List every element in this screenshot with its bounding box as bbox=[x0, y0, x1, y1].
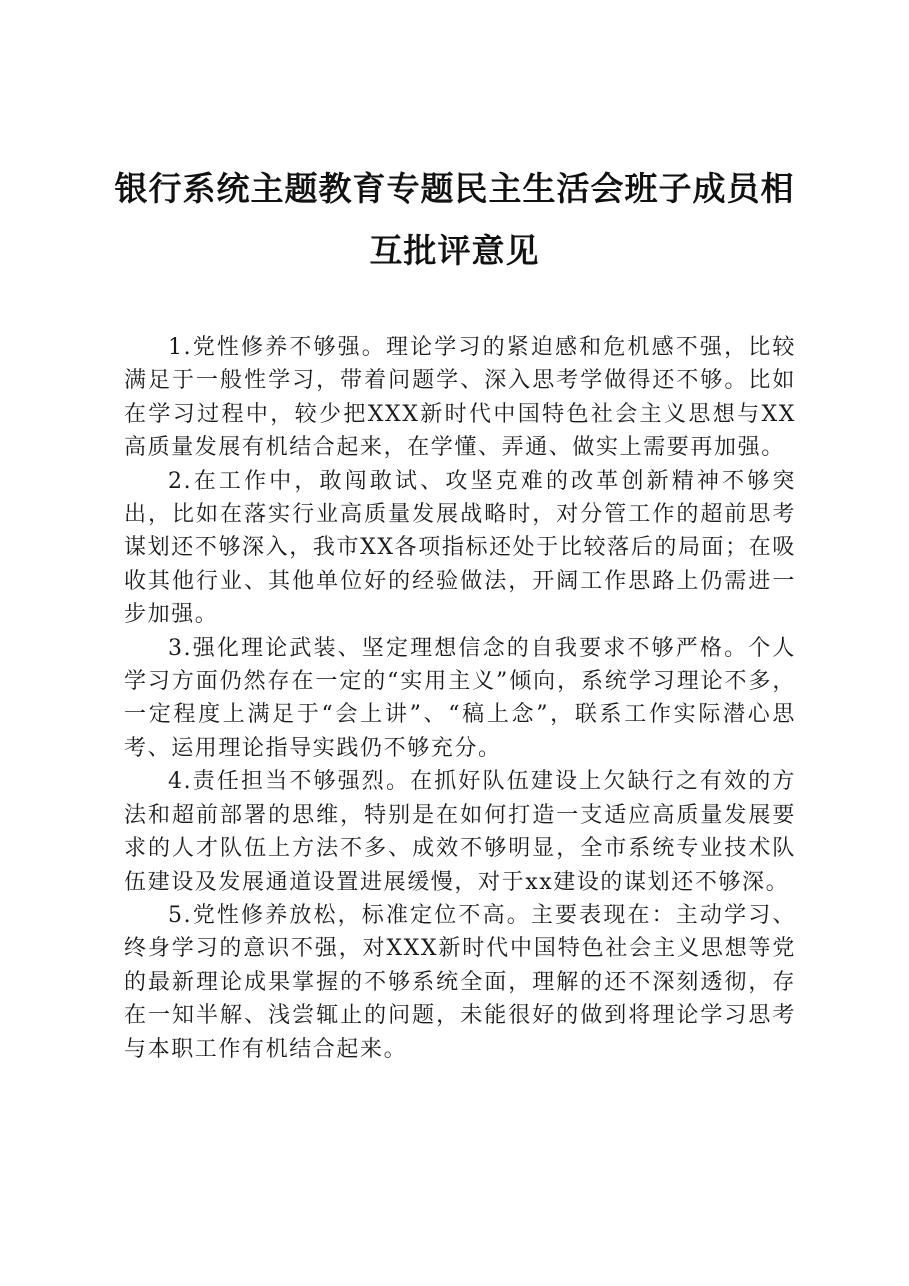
paragraph-5: 5.党性修养放松，标准定位不高。主要表现在：主动学习、终身学习的意识不强，对XXX新时代中国特色社会主义思想等党的最新理论成果掌握的不够系统全面，理解的还不深刻透彻，存在一知半解、浅尝辄止的问题，未能很好的做到将理论学习思考与本职工作有机结合起来。 bbox=[124, 902, 796, 1062]
paragraph-1: 1.党性修养不够强。理论学习的紧迫感和危机感不强，比较满足于一般性学习，带着问题学、深入思考学做得还不够。比如在学习过程中，较少把XXX新时代中国特色社会主义思想与XX高质量发展有机结合起来，在学懂、弄通、做实上需要再加强。 bbox=[124, 335, 796, 461]
paragraph-4: 4.责任担当不够强烈。在抓好队伍建设上欠缺行之有效的方法和超前部署的思维，特别是在如何打造一支适应高质量发展要求的人才队伍上方法不多、成效不够明显，全市系统专业技术队伍建设及发展通道设置进展缓慢，对于xx建设的谋划还不够深。 bbox=[124, 769, 796, 895]
paragraph-3: 3.强化理论武装、坚定理想信念的自我要求不够严格。个人学习方面仍然存在一定的“实用主义”倾向，系统学习理论不多，一定程度上满足于“会上讲”、“稿上念”，联系工作实际潜心思考、运用理论指导实践仍不够充分。 bbox=[124, 635, 796, 761]
document-title: 银行系统主题教育专题民主生活会班子成员相互批评意见 bbox=[114, 169, 795, 270]
document-body bbox=[124, 331, 796, 1066]
paragraph-2: 2.在工作中，敢闯敢试、攻坚克难的改革创新精神不够突出，比如在落实行业高质量发展战略时，对分管工作的超前思考谋划还不够深入，我市XX各项指标还处于比较落后的局面；在吸收其他行业、其他单位好的经验做法，开阔工作思路上仍需进一步加强。 bbox=[124, 468, 796, 628]
